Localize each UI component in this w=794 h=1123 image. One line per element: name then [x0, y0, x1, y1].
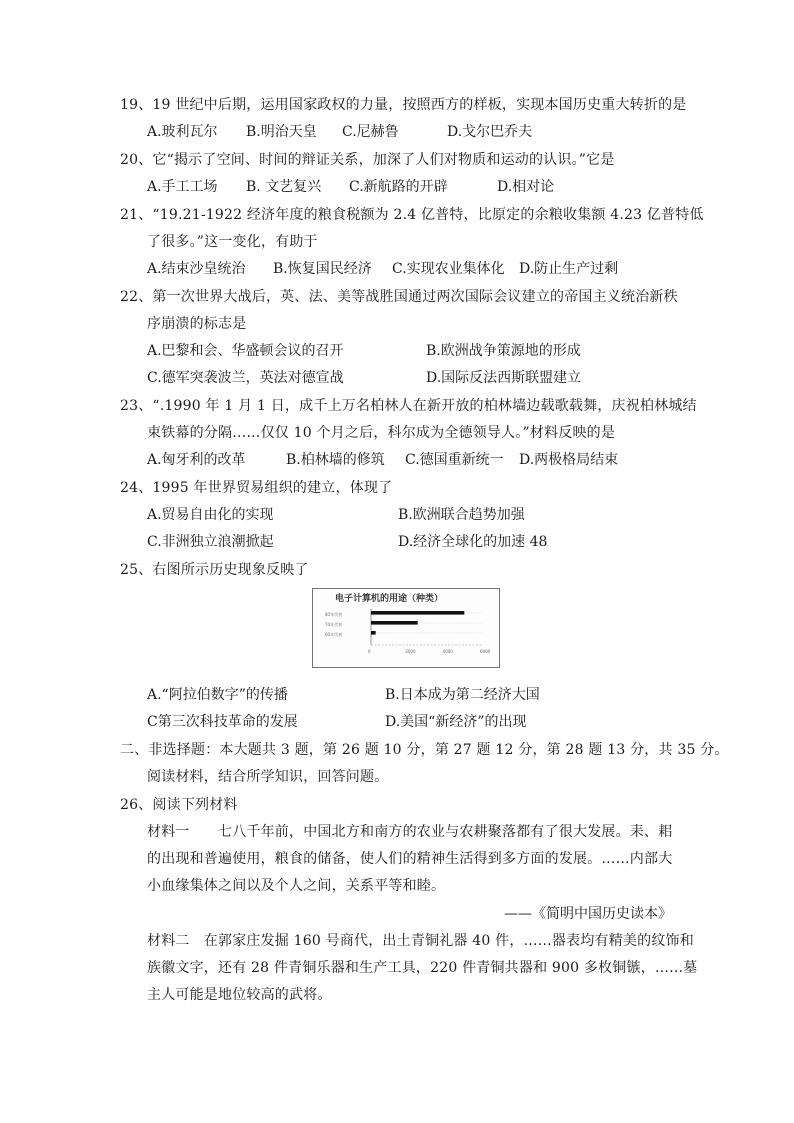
q24-option-a: A.贸易自由化的实现 [147, 507, 274, 523]
q19-option-a: A.玻利瓦尔 [147, 124, 218, 140]
q21-option-c: C.实现农业集体化 [392, 261, 505, 277]
q25-option-b: B.日本成为第二经济大国 [385, 687, 540, 703]
q25-option-a: A.“阿拉伯数字”的传播 [147, 687, 288, 703]
q25-option-d: D.美国“新经济”的出现 [385, 714, 527, 730]
q23-option-b: B.柏林墙的修筑 [286, 452, 385, 468]
q21-option-d: D.防止生产过剩 [519, 261, 619, 277]
q26-material1-line-2: 的出现和普遍使用，粮食的储备，使人们的精神生活得到多方面的发展。……内部大 [147, 851, 673, 867]
q26-material2-line-3: 主人可能是地位较高的武将。 [147, 987, 332, 1003]
q22-option-c: C.德军突袭波兰，英法对德宣战 [147, 370, 344, 386]
q20-option-a: A.手工工场 [147, 179, 218, 195]
q26-material2-line-2: 族徽文字，还有 28 件青铜乐器和生产工具，220 件青铜共器和 900 多枚铜镞，……墓 [147, 960, 698, 976]
chart-title: 电子计算机的用途（种类） [335, 594, 444, 604]
q25-stem-line-1: 25、右图所示历史现象反映了 [120, 562, 309, 578]
q26-title: 26、阅读下列材料 [120, 797, 238, 813]
q23-stem-line-1: 23、“.1990 年 1 月 1 日，成千上万名柏林人在新开放的柏林墙边载歌载舞，庆祝柏林城结 [120, 398, 697, 414]
q22-stem-line-1: 22、第一次世界大战后，英、法、美等战胜国通过两次国际会议建立的帝国主义统治新秩 [120, 289, 678, 305]
chart-x-tick-label: 2000 [405, 649, 416, 654]
chart-x-tick-label: 0 [368, 649, 371, 654]
q24-option-b: B.欧洲联合趋势加强 [398, 507, 525, 523]
chart-bar [371, 621, 418, 625]
q22-option-b: B.欧洲战争策源地的形成 [426, 343, 581, 359]
q22-stem-line-2: 序崩溃的标志是 [147, 316, 247, 332]
q21-option-b: B.恢复国民经济 [273, 261, 372, 277]
q24-stem-line-1: 24、1995 年世界贸易组织的建立，体现了 [120, 480, 393, 496]
q26-material1-line-3: 小血缘集体之间以及个人之间，关系平等和睦。 [147, 878, 446, 894]
chart-category-label: 80年代初 [325, 612, 343, 617]
q20-option-b: B. 文艺复兴 [246, 179, 322, 195]
chart-bar [371, 631, 376, 635]
chart-plot [313, 589, 499, 667]
q24-option-d: D.经济全球化的加速 48 [398, 534, 548, 550]
q20-option-d: D.相对论 [497, 179, 555, 195]
q22-option-a: A.巴黎和会、华盛顿会议的召开 [147, 343, 344, 359]
chart-x-tick-label: 6000 [480, 649, 491, 654]
q19-option-b: B.明治天皇 [246, 124, 317, 140]
q26-material1-line-1: 材料一 七八千年前，中国北方和南方的农业与农耕聚落都有了很大发展。耒、耜 [147, 824, 673, 840]
q20-option-c: C.新航路的开辟 [349, 179, 448, 195]
chart-category-label: 70年代初 [325, 622, 343, 627]
q23-stem-line-2: 束铁幕的分隔……仅仅 10 个月之后，科尔成为全德领导人。”材料反映的是 [147, 425, 616, 441]
section2-heading-line-1: 二、非选择题：本大题共 3 题，第 26 题 10 分，第 27 题 12 分，第 28 题 13 分，共 35 分。 [120, 742, 729, 758]
q24-option-c: C.非洲独立浪潮掀起 [147, 534, 274, 550]
section2-heading-line-2: 阅读材料，结合所学知识，回答问题。 [147, 769, 389, 785]
q21-stem-line-2: 了很多。”这一变化，有助于 [147, 234, 318, 250]
q23-option-c: C.德国重新统一 [405, 452, 504, 468]
q23-option-d: D.两极格局结束 [519, 452, 619, 468]
q26-material2-line-1: 材料二 在郭家庄发掘 160 号商代，出土青铜礼器 40 件，……器表均有精美的纹饰和 [147, 933, 694, 949]
q25-option-c: C第三次科技革命的发展 [147, 714, 298, 730]
computer-usage-chart [312, 588, 500, 668]
q23-option-a: A.匈牙利的改革 [147, 452, 246, 468]
chart-bar [371, 611, 464, 615]
chart-category-label: 60年代初 [325, 632, 343, 637]
q20-stem-line-1: 20、它“揭示了空间、时间的辩证关系，加深了人们对物质和运动的认识。”它是 [120, 152, 615, 168]
chart-x-tick-label: 4000 [442, 649, 453, 654]
q19-option-d: D.戈尔巴乔夫 [447, 124, 533, 140]
q26-material1-source: ——《简明中国历史读本》 [504, 906, 672, 922]
q19-stem-line-1: 19、19 世纪中后期，运用国家政权的力量，按照西方的样板，实现本国历史重大转折的是 [120, 97, 687, 113]
q21-option-a: A.结束沙皇统治 [147, 261, 246, 277]
q22-option-d: D.国际反法西斯联盟建立 [426, 370, 582, 386]
q19-option-c: C.尼赫鲁 [342, 124, 399, 140]
q21-stem-line-1: 21、“19.21-1922 经济年度的粮食税额为 2.4 亿普特，比原定的余粮收集额 4.23 亿普特低 [120, 207, 704, 223]
